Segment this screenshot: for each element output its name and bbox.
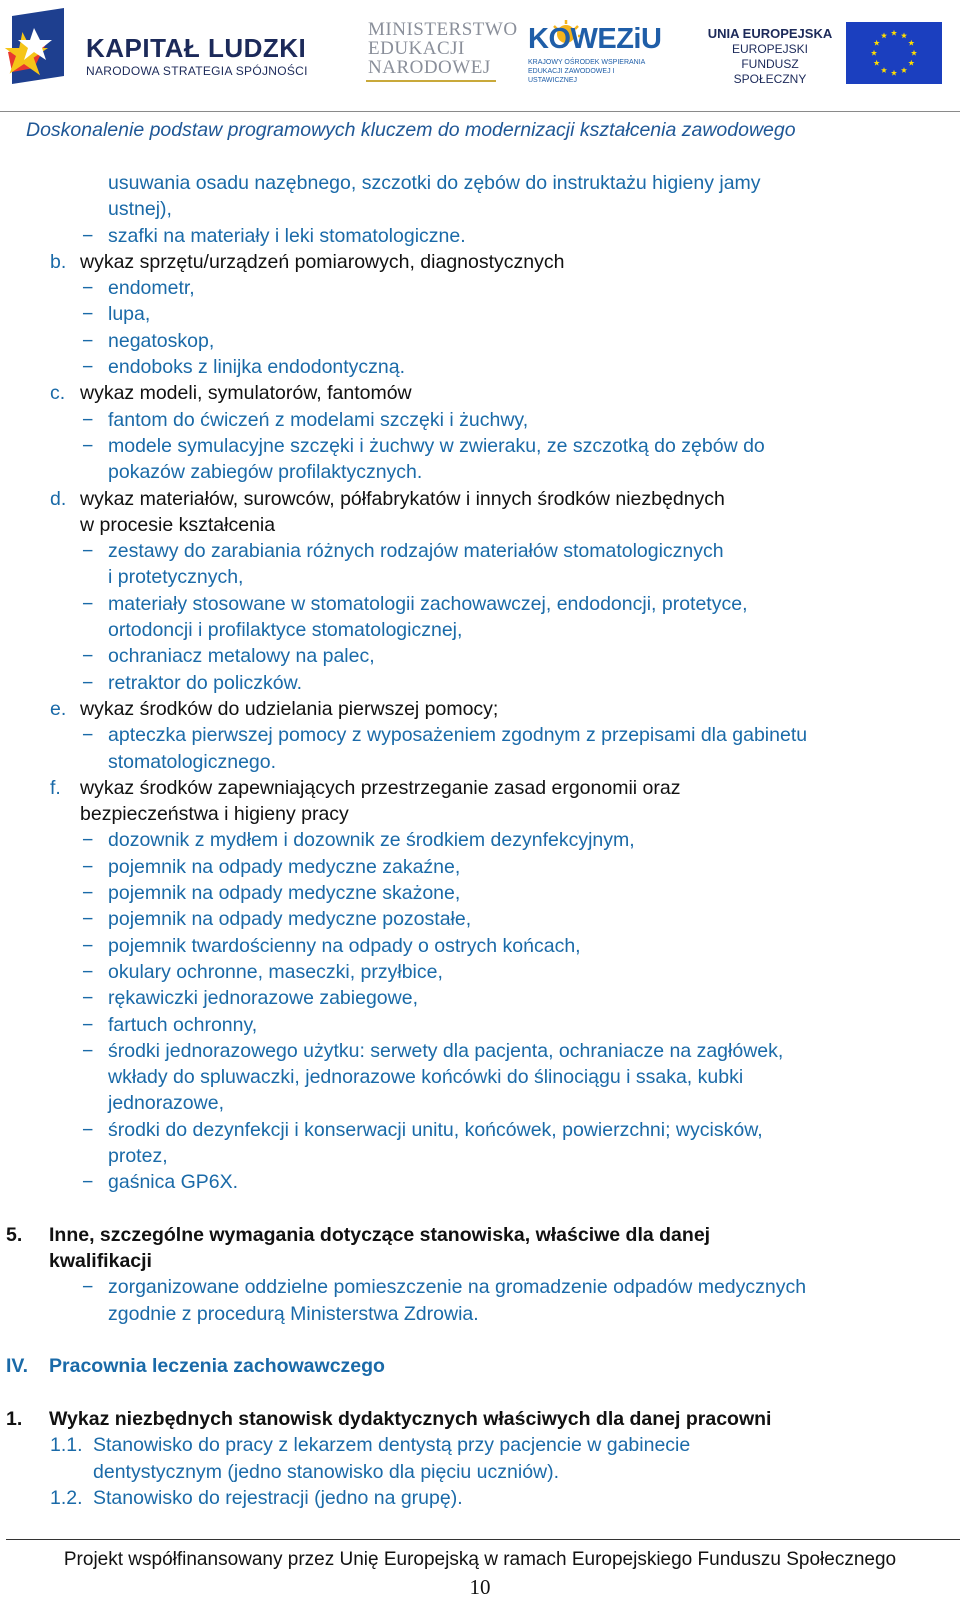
list-item (0, 722, 960, 748)
bullet-dash: − (82, 592, 94, 615)
eu-wordmark (704, 26, 836, 87)
kapital-ludzki-title: KAPITAŁ LUDZKI (86, 33, 307, 63)
lettered-item (0, 486, 960, 512)
list-item-text: ortodoncji i profilaktyce stomatologicznej, (108, 619, 463, 642)
ministry-line-3: NARODOWEJ (368, 57, 491, 78)
list-item (0, 433, 960, 459)
ministry-wordmark (368, 20, 518, 77)
list-item-text: ustnej), (108, 198, 172, 221)
list-item-continuation (0, 196, 960, 222)
list-item (0, 275, 960, 301)
subitem-text: Stanowisko do rejestracji (jedno na grupę). (93, 1486, 463, 1509)
list-item-text: negatoskop, (108, 329, 215, 352)
section-heading (0, 1222, 960, 1248)
bullet-dash: − (82, 671, 94, 694)
kapital-ludzki-subtitle: NARODOWA STRATEGIA SPÓJNOŚCI (86, 64, 308, 78)
bullet-dash: − (82, 645, 94, 668)
item-letter: d. (50, 487, 67, 510)
list-item (0, 1117, 960, 1143)
subitem-text: dentystycznym (jedno stanowisko dla pięciu uczniów). (93, 1460, 560, 1483)
list-item-text: środki do dezynfekcji i konserwacji unitu, końcówek, powierzchni; wycisków, (108, 1118, 763, 1141)
bullet-dash: − (82, 224, 94, 247)
list-item-text: stomatologicznego. (108, 750, 277, 773)
subitem-text: Stanowisko do pracy z lekarzem dentystą przy pacjencie w gabinecie (93, 1434, 691, 1457)
bullet-dash: − (82, 960, 94, 983)
list-item (0, 301, 960, 327)
list-item-text: apteczka pierwszej pomocy z wyposażeniem zgodnym z przepisami dla gabinetu (108, 724, 808, 747)
subitem-number: 1.1. (50, 1434, 83, 1457)
section-number: IV. (6, 1355, 29, 1378)
numbered-subitem (0, 1485, 960, 1511)
eu-line-1: UNIA EUROPEJSKA (707, 26, 833, 41)
list-item (0, 880, 960, 906)
lettered-item-continuation (0, 801, 960, 827)
list-item-text: fartuch ochronny, (108, 1013, 258, 1036)
numbered-subitem (0, 1432, 960, 1458)
list-item-text: okulary ochronne, maseczki, przyłbice, (108, 960, 443, 983)
list-item-text: rękawiczki jednorazowe zabiegowe, (108, 987, 418, 1010)
list-item-text: środki jednorazowego użytku: serwety dla pacjenta, ochraniacze na zagłówek, (108, 1039, 784, 1062)
list-item-text: materiały stosowane w stomatologii zachowawczej, endodoncji, protetyce, (108, 592, 748, 615)
lettered-item (0, 380, 960, 406)
koweziu-title: KOWEZiU (528, 23, 662, 55)
list-item (0, 1038, 960, 1064)
list-item-text: zgodnie z procedurą Ministerstwa Zdrowia. (108, 1302, 479, 1325)
item-letter: f. (50, 776, 61, 799)
eu-line-2: EUROPEJSKI (731, 42, 809, 56)
item-letter: b. (50, 250, 67, 273)
lettered-item (0, 249, 960, 275)
list-item (0, 1012, 960, 1038)
ministry-line-2: EDUKACJI (368, 38, 465, 59)
section-title: Wykaz niezbędnych stanowisk dydaktycznych właściwych dla danej pracowni (49, 1407, 772, 1430)
spacer (0, 1327, 960, 1353)
document-body (0, 170, 960, 1511)
eu-flag-icon (846, 22, 942, 84)
bullet-dash: − (82, 1276, 94, 1299)
eu-line-3: FUNDUSZ SPOŁECZNY (733, 57, 807, 86)
list-item-text: retraktor do policzków. (108, 671, 303, 694)
list-item (0, 354, 960, 380)
list-item-text: modele symulacyjne szczęki i żuchwy w zwieraku, ze szczotką do zębów do (108, 434, 765, 457)
list-item-text: lupa, (108, 303, 151, 326)
list-item (0, 906, 960, 932)
item-letter: e. (50, 697, 67, 720)
lettered-item (0, 696, 960, 722)
list-item-text: jednorazowe, (108, 1092, 224, 1115)
list-item-text: gaśnica GP6X. (108, 1171, 239, 1194)
list-item-text: protez, (108, 1144, 168, 1167)
lettered-item-text: w procesie kształcenia (80, 513, 276, 536)
bullet-dash: − (82, 434, 94, 457)
section-title: Pracownia leczenia zachowawczego (49, 1355, 385, 1378)
list-item (0, 223, 960, 249)
list-item-text: ochraniacz metalowy na palec, (108, 645, 375, 668)
list-item-continuation (0, 564, 960, 590)
header-rule (0, 111, 960, 112)
section-title: kwalifikacji (49, 1250, 152, 1273)
koweziu-wordmark (528, 24, 661, 85)
list-item (0, 643, 960, 669)
list-item-continuation (0, 1090, 960, 1116)
list-item-text: fantom do ćwiczeń z modelami szczęki i żuchwy, (108, 408, 529, 431)
lettered-item-text: wykaz środków do udzielania pierwszej pomocy; (80, 697, 499, 720)
list-item (0, 827, 960, 853)
list-item-continuation (0, 170, 960, 196)
list-item-text: szafki na materiały i leki stomatologiczne. (108, 224, 466, 247)
list-item (0, 1169, 960, 1195)
bullet-dash: − (82, 829, 94, 852)
bullet-dash: − (82, 329, 94, 352)
list-item-text: zestawy do zarabiania różnych rodzajów materiałów stomatologicznych (108, 540, 724, 563)
header-logos (0, 0, 960, 112)
bullet-dash: − (82, 724, 94, 747)
list-item-text: pojemnik na odpady medyczne zakaźne, (108, 855, 461, 878)
section-number: 5. (6, 1223, 23, 1246)
list-item-continuation (0, 1064, 960, 1090)
spacer (0, 1380, 960, 1406)
item-letter: c. (50, 382, 66, 405)
section-title: Inne, szczególne wymagania dotyczące stanowiska, właściwe dla danej (49, 1223, 711, 1246)
bullet-dash: − (82, 908, 94, 931)
list-item-text: endoboks z linijka endodontyczną. (108, 356, 406, 379)
bullet-dash: − (82, 882, 94, 905)
list-item-continuation (0, 459, 960, 485)
ministry-line-1: MINISTERSTWO (368, 19, 518, 40)
list-item-continuation (0, 1301, 960, 1327)
kapital-ludzki-logo-icon (4, 6, 84, 102)
list-item-text: pojemnik twardościenny na odpady o ostrych końcach, (108, 934, 581, 957)
bullet-dash: − (82, 1013, 94, 1036)
list-item-text: usuwania osadu nazębnego, szczotki do zębów do instruktażu higieny jamy (108, 172, 761, 194)
list-item-continuation (0, 1143, 960, 1169)
list-item (0, 538, 960, 564)
lettered-item (0, 775, 960, 801)
lettered-item-text: wykaz materiałów, surowców, półfabrykatów i innych środków niezbędnych (80, 487, 725, 510)
koweziu-subtitle: KRAJOWY OŚRODEK WSPIERANIA EDUKACJI ZAWODOWEJ I USTAWICZNEJ (528, 59, 645, 84)
bullet-dash: − (82, 934, 94, 957)
page-number: 10 (469, 1575, 491, 1599)
list-item (0, 959, 960, 985)
lettered-item-text: bezpieczeństwa i higieny pracy (80, 803, 349, 826)
list-item (0, 985, 960, 1011)
section-heading (0, 1406, 960, 1432)
kapital-ludzki-wordmark (86, 34, 308, 78)
spacer (0, 1196, 960, 1222)
list-item-text: pojemnik na odpady medyczne skażone, (108, 882, 461, 905)
list-item (0, 591, 960, 617)
list-item-text: i protetycznych, (108, 566, 244, 589)
footer-rule (6, 1539, 960, 1540)
list-item-text: wkłady do spluwaczki, jednorazowe końcówki do ślinociągu i ssaka, kubki (108, 1066, 744, 1089)
bullet-dash: − (82, 987, 94, 1010)
footer-text: Projekt współfinansowany przez Unię Europejską w ramach Europejskiego Funduszu Społecznego (63, 1549, 897, 1570)
bullet-dash: − (82, 408, 94, 431)
bullet-dash: − (82, 855, 94, 878)
list-item (0, 328, 960, 354)
lettered-item-text: wykaz modeli, symulatorów, fantomów (80, 382, 412, 405)
subitem-number: 1.2. (50, 1486, 83, 1509)
list-item (0, 670, 960, 696)
lettered-item-continuation (0, 512, 960, 538)
list-item-text: pokazów zabiegów profilaktycznych. (108, 461, 423, 484)
list-item (0, 407, 960, 433)
list-item (0, 1274, 960, 1300)
bullet-dash: − (82, 1118, 94, 1141)
list-item (0, 933, 960, 959)
numbered-subitem-continuation (0, 1459, 960, 1485)
list-item-continuation (0, 749, 960, 775)
header-title: Doskonalenie podstaw programowych kluczem do modernizacji kształcenia zawodowego (26, 119, 796, 141)
list-item-text: endometr, (108, 277, 195, 300)
section-heading (0, 1353, 960, 1379)
list-item-continuation (0, 617, 960, 643)
section-number: 1. (6, 1407, 23, 1430)
list-item-text: dozownik z mydłem i dozownik ze środkiem dezynfekcyjnym, (108, 829, 635, 852)
bullet-dash: − (82, 1171, 94, 1194)
list-item (0, 854, 960, 880)
bullet-dash: − (82, 540, 94, 563)
bullet-dash: − (82, 1039, 94, 1062)
list-item-text: zorganizowane oddzielne pomieszczenie na gromadzenie odpadów medycznych (108, 1276, 807, 1299)
bullet-dash: − (82, 303, 94, 326)
section-heading-continuation (0, 1248, 960, 1274)
lettered-item-text: wykaz środków zapewniających przestrzeganie zasad ergonomii oraz (80, 776, 681, 799)
list-item-text: pojemnik na odpady medyczne pozostałe, (108, 908, 472, 931)
ministry-underline (366, 80, 496, 82)
bullet-dash: − (82, 356, 94, 379)
bullet-dash: − (82, 277, 94, 300)
lettered-item-text: wykaz sprzętu/urządzeń pomiarowych, diagnostycznych (80, 250, 565, 273)
